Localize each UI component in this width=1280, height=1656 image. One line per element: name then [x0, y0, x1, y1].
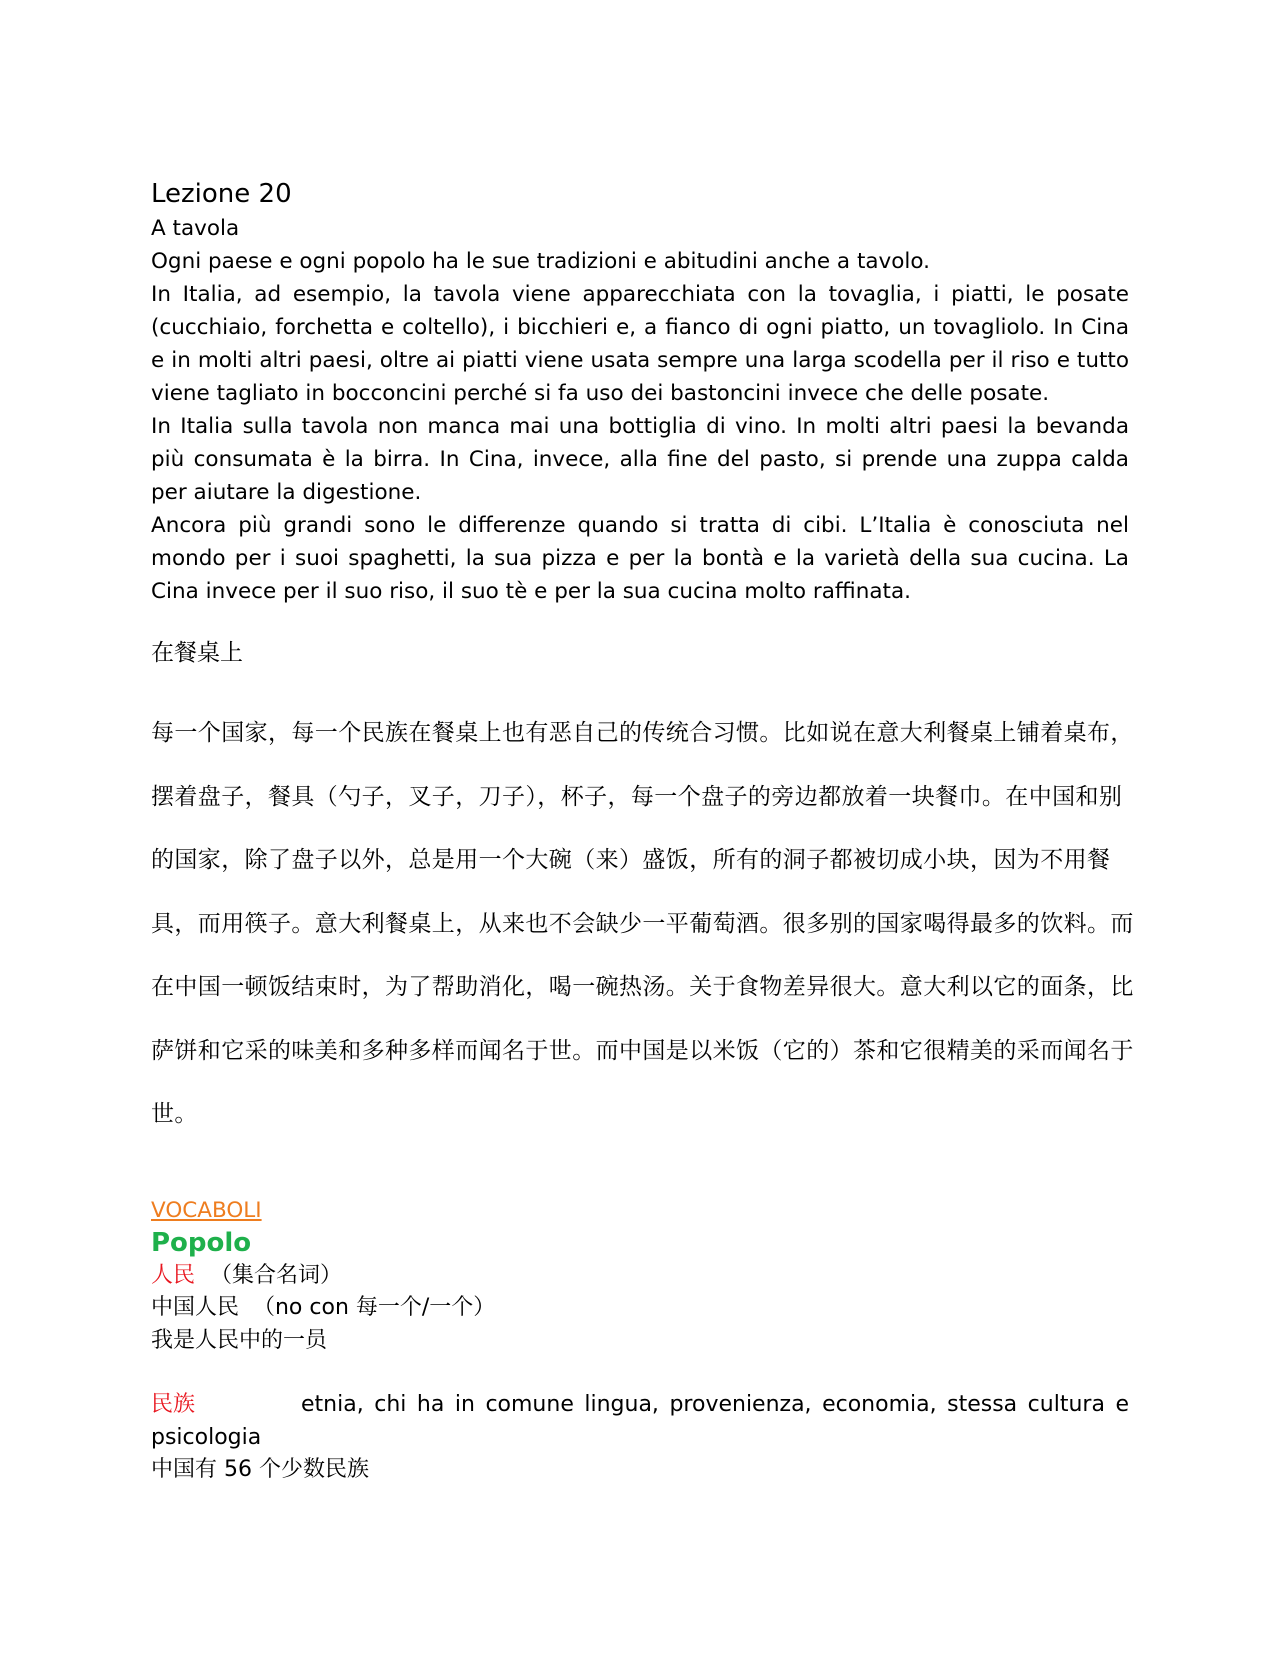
vocab-definition: etnia, chi ha in comune lingua, provenienza, economia, stessa cultura e psicologia [151, 1392, 1129, 1450]
chinese-translation: 每一个国家，每一个民族在餐桌上也有恶自己的传统合习惯。比如说在意大利餐桌上铺着桌布，摆着盘子，餐具（勺子，叉子，刀子），杯子，每一个盘子的旁边都放着一块餐巾。在中国和别的国家，除了盘子以外，总是用一个大碗（来）盛饭，所有的洞子都被切成小块，因为不用餐具，而用筷子。意大利餐桌上，从来也不会缺少一平葡萄酒。很多别的国家喝得最多的饮料。而在中国一顿饭结束时，为了帮助消化，喝一碗热汤。关于食物差异很大。意大利以它的面条，比萨饼和它采的味美和多种多样而闻名于世。而中国是以米饭（它的）茶和它很精美的采而闻名于世。 [151, 720, 1134, 1127]
spacer [151, 1357, 1129, 1389]
vocab-example-3: 中国有 56 个少数民族 [151, 1457, 369, 1482]
vocabulary-heading: VOCABOLI [151, 1197, 262, 1223]
lesson-subtitle: A tavola [151, 216, 240, 241]
lesson-title: Lezione 20 [151, 179, 292, 209]
vocab-entry-2 [151, 1389, 1129, 1454]
chinese-title: 在餐桌上 [151, 640, 243, 666]
vocab-example-2: 我是人民中的一员 [151, 1327, 328, 1353]
vocabulary-word: Popolo [151, 1227, 252, 1258]
italian-paragraph-4: Ancora più grandi sono le differenze quando si tratta di cibi. L’Italia è conosciuta nel mondo per i suoi spaghetti, la sua pizza e per la bontà e la varietà della sua cucina. La Cina invece per il suo riso, il suo tè e per la sua cucina molto raffinata. [151, 513, 1129, 604]
italian-paragraph-1: Ogni paese e ogni popolo ha le sue tradizioni e abitudini anche a tavolo. [151, 249, 931, 274]
document-page [151, 176, 1134, 1487]
vocab-example-1: 中国人民 （no con 每一个/一个） [151, 1295, 496, 1320]
italian-paragraph-3: In Italia sulla tavola non manca mai una bottiglia di vino. In molti altri paesi la bevanda più consumata è la birra. In Cina, invece, alla fine del pasto, si prende una zuppa calda per aiutare la digestione. [151, 414, 1129, 505]
vocab-term-renmin: 人民 [151, 1262, 196, 1288]
vocab-term-note: （集合名词） [210, 1262, 343, 1288]
vocabulary-section [151, 1195, 1129, 1487]
italian-paragraph-2: In Italia, ad esempio, la tavola viene apparecchiata con la tovaglia, i piatti, le posate (cucchiaio, forchetta e coltello), i bicchieri e, a fianco di ogni piatto, un tovagliolo. In Cina e in molti altri paesi, oltre ai piatti viene usata sempre una larga scodella per il riso e tutto viene tagliato in bocconcini perché si fa uso dei bastoncini invece che delle posate. [151, 282, 1129, 406]
vocab-term-minzu: 民族 [151, 1392, 196, 1417]
vocab-entry-1 [151, 1260, 1129, 1293]
